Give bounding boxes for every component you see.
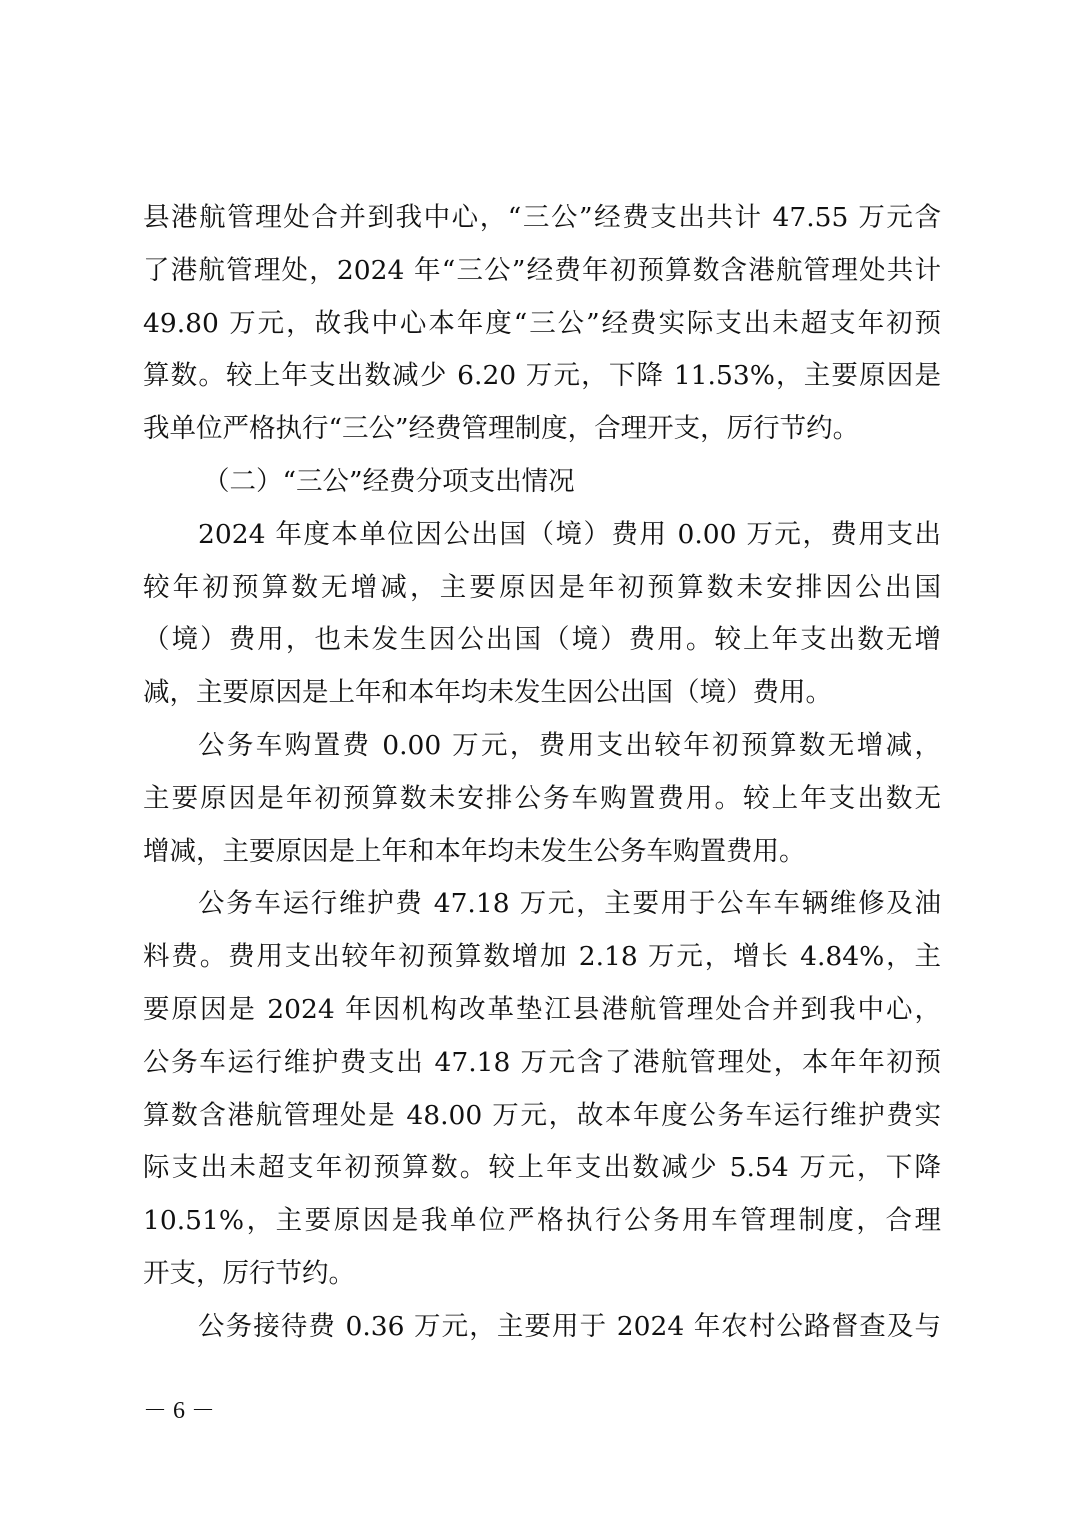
document-body: [143, 192, 941, 1354]
text-line: 算数。较上年支出数减少 6.20 万元，下降 11.53%，主要原因是: [143, 360, 941, 392]
text-line: 要原因是 2024 年因机构改革垫江县港航管理处合并到我中心，: [143, 993, 941, 1025]
paragraph: [143, 509, 941, 720]
text-line: 我单位严格执行“三公”经费管理制度，合理开支，厉行节约。: [143, 413, 860, 445]
text-line: 料费。费用支出较年初预算数增加 2.18 万元，增长 4.84%，主: [143, 941, 941, 973]
text-line: 开支，厉行节约。: [143, 1257, 355, 1289]
section-heading: [143, 456, 941, 509]
text-line: 增减，主要原因是上年和本年均未发生公务车购置费用。: [143, 835, 806, 867]
text-line: （二）“三公”经费分项支出情况: [203, 465, 575, 497]
text-line: 县港航管理处合并到我中心，“三公”经费支出共计 47.55 万元含: [143, 202, 941, 233]
text-line: 减，主要原因是上年和本年均未发生因公出国（境）费用。: [143, 677, 832, 709]
text-line: 公务车运行维护费支出 47.18 万元含了港航管理处，本年年初预: [143, 1046, 941, 1078]
text-line: 公务接待费 0.36 万元，主要用于 2024 年农村公路督查及与: [198, 1310, 941, 1342]
text-line: 主要原因是年初预算数未安排公务车购置费用。较上年支出数无: [143, 782, 941, 814]
text-line: 10.51%，主要原因是我单位严格执行公务用车管理制度，合理: [143, 1205, 941, 1237]
paragraph: [143, 720, 941, 878]
paragraph: [143, 878, 941, 1300]
text-line: 较年初预算数无增减，主要原因是年初预算数未安排因公出国: [143, 571, 941, 603]
text-line: 公务车运行维护费 47.18 万元，主要用于公车车辆维修及油: [198, 888, 941, 920]
text-line: 49.80 万元，故我中心本年度“三公”经费实际支出未超支年初预: [143, 307, 941, 339]
text-line: （境）费用，也未发生因公出国（境）费用。较上年支出数无增: [143, 624, 941, 656]
text-line: 了港航管理处，2024 年“三公”经费年初预算数含港航管理处共计: [143, 254, 941, 286]
text-line: 公务车购置费 0.00 万元，费用支出较年初预算数无增减，: [198, 729, 941, 761]
paragraph: [143, 1301, 941, 1354]
text-line: 际支出未超支年初预算数。较上年支出数减少 5.54 万元，下降: [143, 1152, 941, 1184]
text-line: 算数含港航管理处是 48.00 万元，故本年度公务车运行维护费实: [143, 1099, 941, 1131]
page-number: － 6 －: [143, 1398, 215, 1424]
text-line: 2024 年度本单位因公出国（境）费用 0.00 万元，费用支出: [198, 518, 941, 550]
paragraph: [143, 192, 941, 456]
